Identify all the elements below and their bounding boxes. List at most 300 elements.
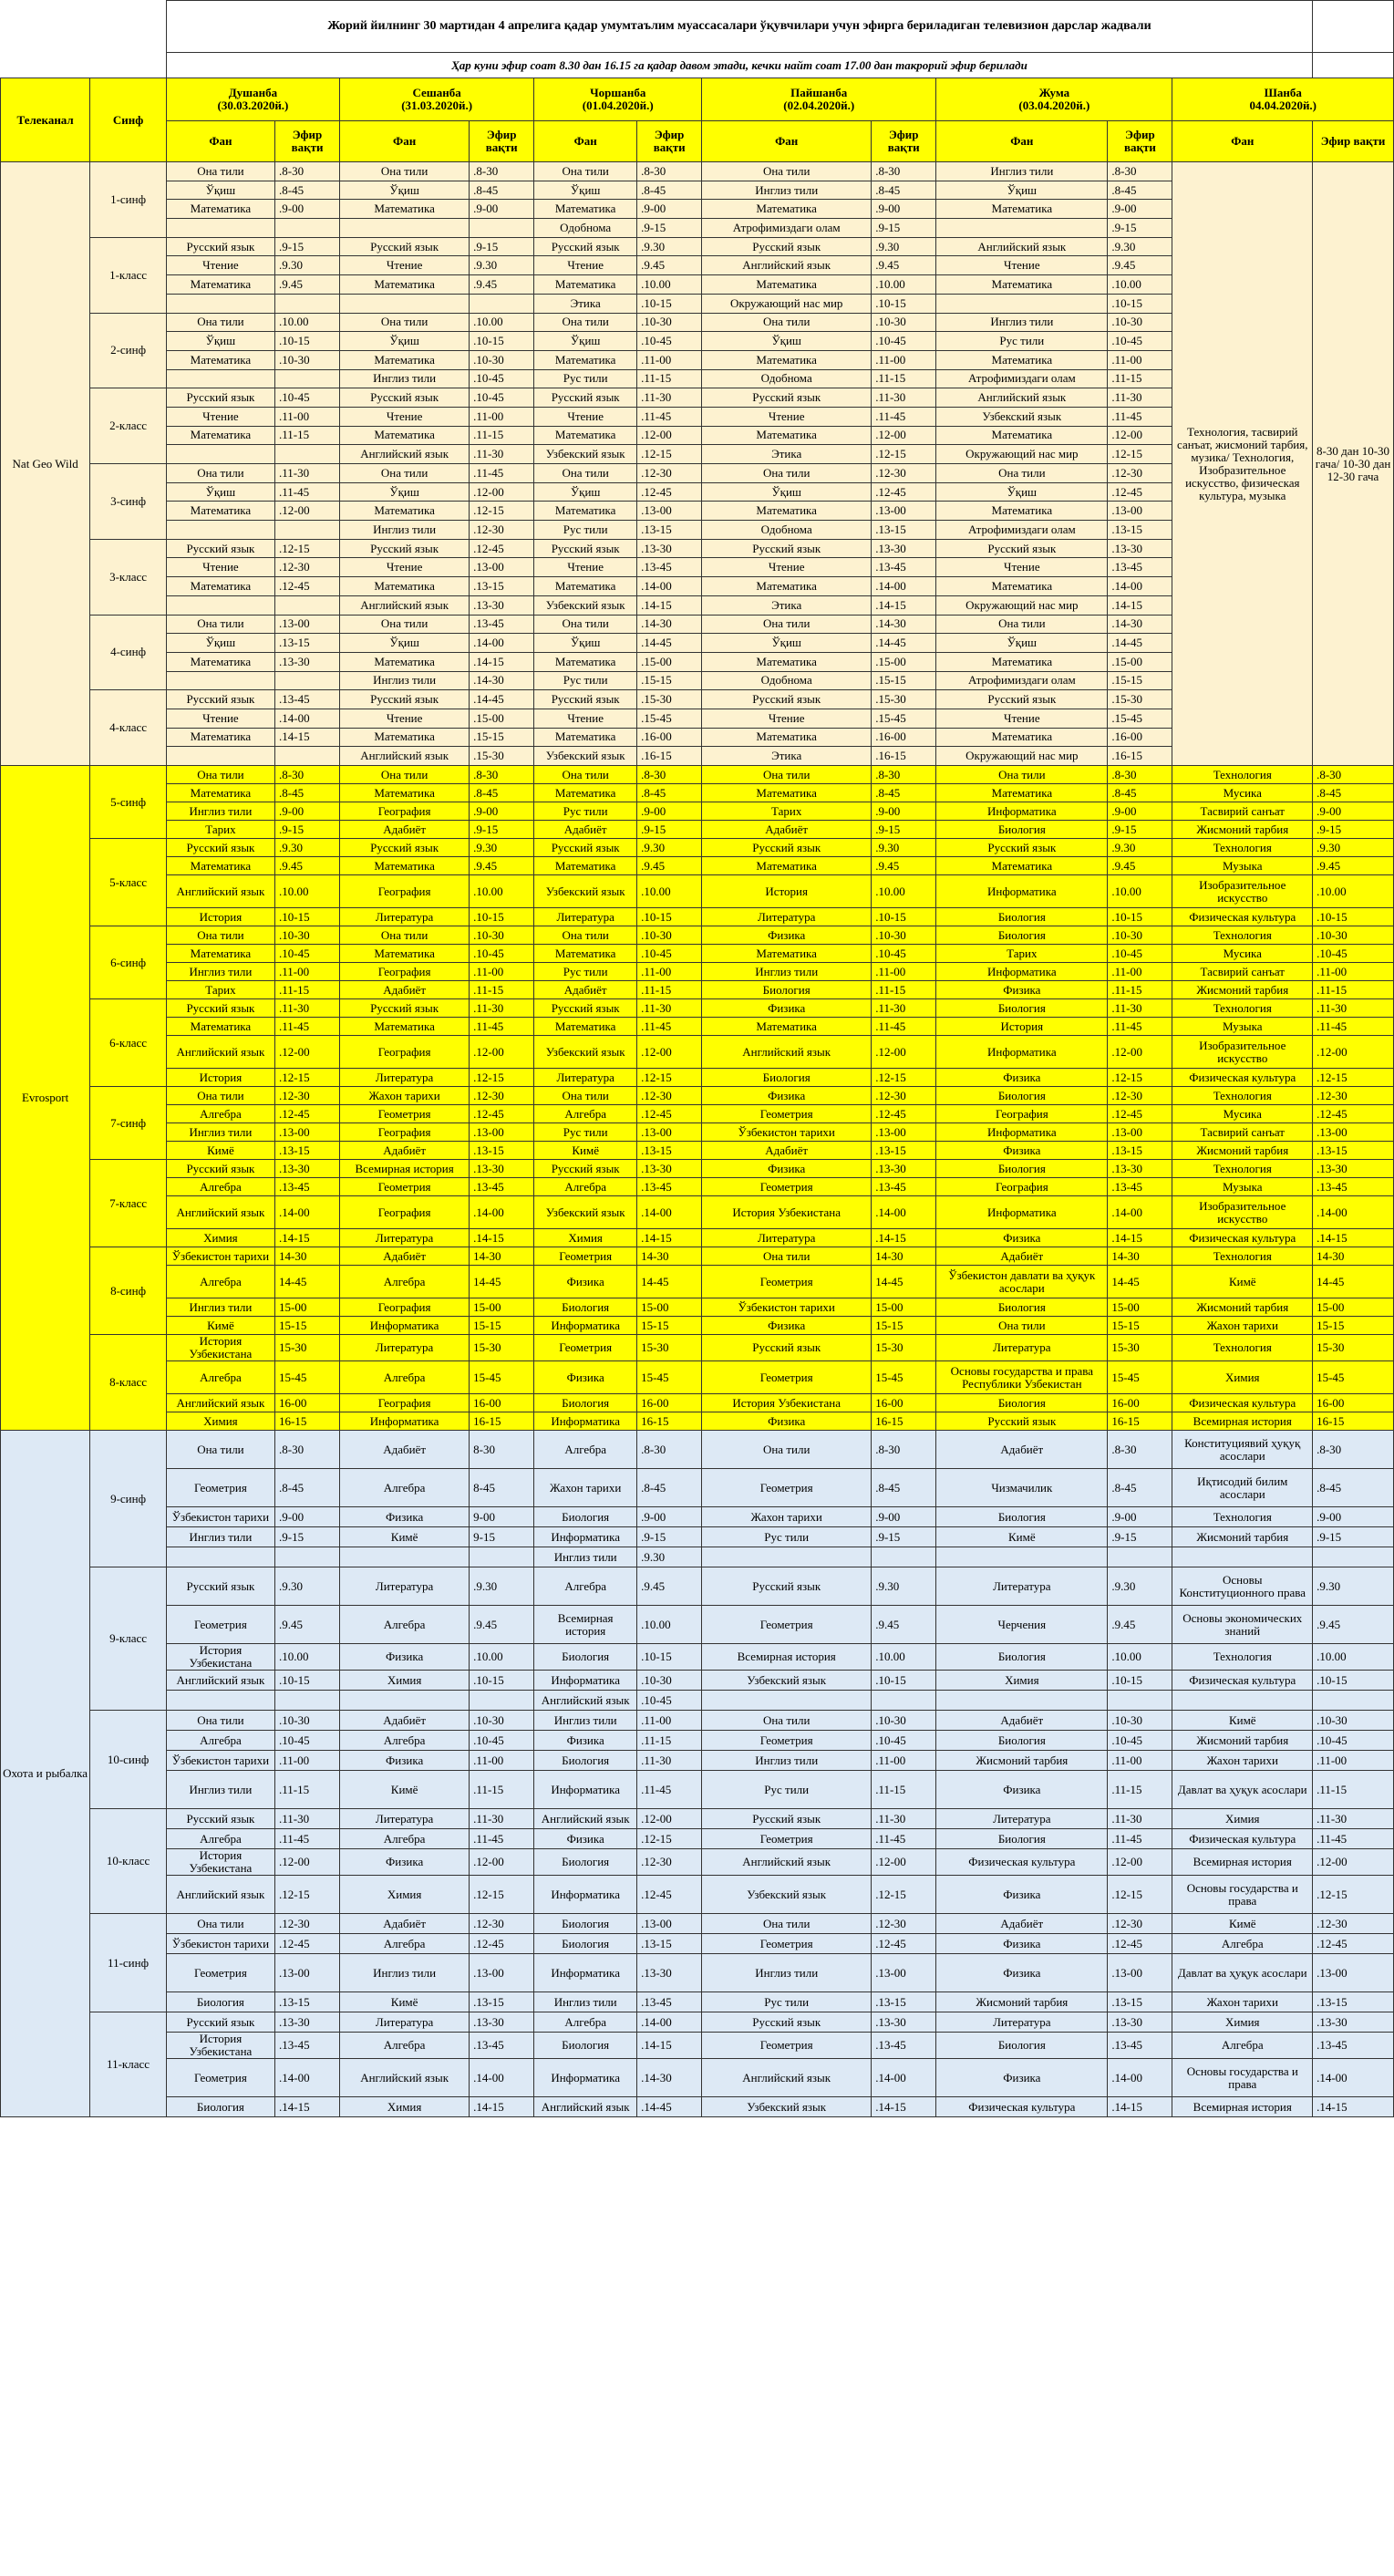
subject-cell: Информатика (936, 875, 1108, 908)
time-cell: .8-30 (872, 1431, 936, 1469)
time-cell: .13-15 (274, 634, 339, 653)
time-cell: .9.30 (274, 839, 339, 857)
subject-cell: Математика (534, 857, 637, 875)
time-cell: .12-30 (274, 558, 339, 577)
time-cell: .10-15 (1313, 1671, 1394, 1691)
subject-cell: Английский язык (340, 747, 470, 766)
time-cell: .15-30 (637, 690, 702, 709)
subject-cell (702, 1547, 872, 1567)
subject-cell: Инглиз тили (340, 369, 470, 388)
subject-cell: Русский язык (936, 539, 1108, 558)
time-cell: .14-00 (274, 709, 339, 728)
time-cell: .13-45 (637, 1992, 702, 2012)
grade-cell: 1-класс (90, 237, 167, 313)
subject-cell: Основы экономических знаний (1172, 1606, 1313, 1644)
subject-cell: Инглиз тили (340, 671, 470, 690)
time-cell: 14-30 (637, 1247, 702, 1266)
time-cell: .14-15 (470, 652, 534, 671)
time-cell: .9-15 (274, 821, 339, 839)
time-cell: .10.00 (637, 875, 702, 908)
subject-cell: Математика (936, 275, 1108, 295)
subject-cell: Литература (936, 1335, 1108, 1361)
grade-cell: 1-синф (90, 162, 167, 238)
time-cell: .10.00 (274, 1644, 339, 1671)
table-row (1, 2059, 1394, 2097)
time-cell: .9.45 (637, 256, 702, 275)
subject-cell: Математика (340, 857, 470, 875)
subject-cell: Английский язык (534, 1809, 637, 1829)
subject-cell: Узбекский язык (534, 747, 637, 766)
table-row (1, 1123, 1394, 1142)
subject-cell: Адабиёт (702, 821, 872, 839)
time-cell: .13-15 (872, 521, 936, 540)
table-row (1, 766, 1394, 784)
saturday-time-cell: 8-30 дан 10-30 гача/ 10-30 дан 12-30 гача (1313, 162, 1394, 766)
subject-cell: География (340, 1196, 470, 1229)
subject-cell: Русский язык (702, 388, 872, 408)
table-row (1, 1105, 1394, 1123)
subject-cell: Математика (936, 350, 1108, 369)
time-cell: .9-15 (274, 1527, 339, 1547)
subject-cell: Жисмоний тарбия (1172, 821, 1313, 839)
time-cell: .11-45 (637, 407, 702, 426)
grade-cell: 10-класс (90, 1809, 167, 1914)
day-header (1172, 78, 1394, 121)
time-cell: .9.45 (274, 275, 339, 295)
time-cell (274, 369, 339, 388)
subject-cell: Литература (340, 1809, 470, 1829)
subject-cell: Она тили (936, 464, 1108, 483)
time-cell: .11-45 (637, 1771, 702, 1809)
grade-cell: 11-класс (90, 2012, 167, 2117)
time-cell: .15-45 (872, 709, 936, 728)
time-cell: 14-30 (1108, 1247, 1172, 1266)
subject-cell: Информатика (340, 1412, 470, 1431)
time-cell: .13-45 (1108, 558, 1172, 577)
subject-cell: Химия (340, 1876, 470, 1914)
subject-cell: Она тили (534, 766, 637, 784)
time-cell (274, 671, 339, 690)
time-cell: .10-30 (1313, 1711, 1394, 1731)
time-cell: .14-00 (1108, 2059, 1172, 2097)
time-cell: .13-00 (637, 1914, 702, 1934)
subject-cell: Биология (534, 2033, 637, 2059)
time-cell: .10-15 (637, 1644, 702, 1671)
subject-cell: Инглиз тили (702, 181, 872, 200)
subject-cell: Математика (936, 577, 1108, 596)
time-cell: .10-45 (1108, 945, 1172, 963)
time-cell: .15-30 (872, 690, 936, 709)
time-cell: .11-00 (872, 1751, 936, 1771)
time-cell: .10-15 (470, 908, 534, 926)
subject-cell: Одобнома (702, 671, 872, 690)
subject-cell: Математика (936, 200, 1108, 219)
time-cell: .12-00 (637, 1036, 702, 1069)
subject-cell: Русский язык (166, 237, 274, 256)
time-cell: .12-00 (1108, 1849, 1172, 1876)
time-cell: 16-00 (872, 1394, 936, 1412)
time-cell: .11-45 (274, 1018, 339, 1036)
time-cell: .12-30 (1108, 1087, 1172, 1105)
time-cell: .9-00 (1108, 1507, 1172, 1527)
time-cell: .11-00 (1108, 963, 1172, 981)
time-cell: .13-00 (872, 1954, 936, 1992)
day-date: 04.04.2020й.) (1249, 98, 1317, 112)
subject-cell: Математика (340, 652, 470, 671)
day-name: Душанба (228, 86, 278, 99)
airtime-header: Эфир вақти (1108, 121, 1172, 162)
subject-cell: Рус тили (702, 1771, 872, 1809)
subject-cell: Физика (936, 981, 1108, 999)
subject-cell: Геометрия (702, 1361, 872, 1394)
subject-cell (340, 1547, 470, 1567)
subject-cell: Ўқиш (166, 634, 274, 653)
time-cell: .14-00 (1313, 1196, 1394, 1229)
subject-cell: Узбекский язык (534, 875, 637, 908)
subject-cell: Математика (166, 350, 274, 369)
subject-cell: Адабиёт (534, 981, 637, 999)
time-cell: .13-45 (274, 1178, 339, 1196)
time-cell: .13-15 (637, 1934, 702, 1954)
time-cell: .13-15 (274, 1142, 339, 1160)
time-cell: 16-15 (1108, 1412, 1172, 1431)
subject-cell: Она тили (166, 162, 274, 181)
subject-cell: Кимё (1172, 1914, 1313, 1934)
time-cell: .12-30 (637, 1849, 702, 1876)
time-cell: .15-15 (872, 671, 936, 690)
subject-cell: Она тили (166, 926, 274, 945)
subject-cell: Чтение (534, 558, 637, 577)
time-cell: .12-30 (1313, 1914, 1394, 1934)
time-cell: .12-30 (872, 464, 936, 483)
subject-cell: Она тили (702, 1247, 872, 1266)
airtime-header: Эфир вақти (274, 121, 339, 162)
time-cell: .14-45 (470, 690, 534, 709)
subject-cell: Мусика (1172, 1105, 1313, 1123)
subject-cell: История Узбекистана (166, 1335, 274, 1361)
time-cell: .9-15 (1313, 821, 1394, 839)
subject-cell: География (340, 802, 470, 821)
time-cell: .15-15 (470, 728, 534, 747)
subject-cell: История Узбекистана (702, 1394, 872, 1412)
time-cell: .10-15 (1108, 1671, 1172, 1691)
grade-cell: 9-синф (90, 1431, 167, 1567)
subject-cell (166, 219, 274, 238)
subject-cell (166, 369, 274, 388)
day-name: Пайшанба (790, 86, 848, 99)
channel-cell: Nat Geo Wild (1, 162, 90, 766)
subject-cell: Геометрия (702, 1469, 872, 1507)
subject-cell: Русский язык (702, 237, 872, 256)
grade-cell: 4-класс (90, 690, 167, 766)
time-cell: .11-30 (470, 999, 534, 1018)
time-cell: .10-15 (872, 294, 936, 313)
time-cell: .8-45 (274, 181, 339, 200)
time-cell: .13-00 (274, 1123, 339, 1142)
table-row (1, 857, 1394, 875)
time-cell: .10-45 (872, 332, 936, 351)
grade-cell: 8-класс (90, 1335, 167, 1431)
time-cell: .11-30 (872, 999, 936, 1018)
subject-cell: Биология (936, 1298, 1108, 1317)
time-cell: .11-00 (470, 963, 534, 981)
time-cell: .14-15 (470, 2097, 534, 2117)
subject-cell: Жисмоний тарбия (1172, 1731, 1313, 1751)
time-cell: .12-45 (1108, 1934, 1172, 1954)
time-cell: .12-00 (274, 1036, 339, 1069)
subject-cell: Биология (936, 821, 1108, 839)
subject-cell: Чизмачилик (936, 1469, 1108, 1507)
subject-cell: Кимё (1172, 1266, 1313, 1298)
page-title: Жорий йилнинг 30 мартидан 4 апрелига қадар умумтаълим муассасалари ўқувчилари учун эфирга бериладиган телевизион дарслар жадвали (166, 1, 1312, 53)
subject-cell: Русский язык (702, 539, 872, 558)
time-cell: .11-15 (1313, 1771, 1394, 1809)
time-cell: .13-30 (872, 1160, 936, 1178)
subject-cell (166, 1691, 274, 1711)
subject-cell: Она тили (340, 615, 470, 634)
subject-cell: Информатика (534, 1317, 637, 1335)
time-cell: .10.00 (1313, 875, 1394, 908)
time-cell: .9-00 (274, 200, 339, 219)
time-cell: .10-30 (274, 926, 339, 945)
subject-cell: Биология (936, 1160, 1108, 1178)
grade-cell: 3-синф (90, 464, 167, 540)
time-cell: .14-00 (470, 2059, 534, 2097)
time-cell: .14-15 (872, 1229, 936, 1247)
subject-cell: Алгебра (340, 1731, 470, 1751)
subject-cell: Рус тили (534, 963, 637, 981)
subject-cell: Ўқиш (702, 634, 872, 653)
time-cell: .12-45 (470, 1105, 534, 1123)
subject-cell: Ўзбекистон тарихи (166, 1751, 274, 1771)
time-cell: .9.45 (872, 857, 936, 875)
time-cell: .9.30 (470, 1567, 534, 1606)
channel-cell: Охота и рыбалка (1, 1431, 90, 2117)
subject-cell: Всемирная история (534, 1606, 637, 1644)
time-cell: .13-15 (1108, 1142, 1172, 1160)
table-row (1, 1431, 1394, 1469)
time-cell: .14-30 (637, 2059, 702, 2097)
table-row (1, 1954, 1394, 1992)
time-cell: .11-30 (1108, 388, 1172, 408)
subject-cell: Биология (534, 1507, 637, 1527)
time-cell: 9-00 (470, 1507, 534, 1527)
grade-cell: 2-класс (90, 388, 167, 464)
subject-cell: Инглиз тили (534, 1711, 637, 1731)
subject-cell: Алгебра (166, 1361, 274, 1394)
time-cell: .9.45 (637, 857, 702, 875)
day-header (936, 78, 1172, 121)
time-cell: .14-15 (1108, 2097, 1172, 2117)
time-cell: 15-00 (637, 1298, 702, 1317)
subject-cell: Она тили (702, 1711, 872, 1731)
subject-cell: Жахон тарихи (1172, 1317, 1313, 1335)
time-cell: .12-15 (1108, 1876, 1172, 1914)
subject-cell: Геометрия (702, 1731, 872, 1751)
day-name: Сешанба (412, 86, 461, 99)
subject-cell: Химия (936, 1671, 1108, 1691)
time-cell (274, 521, 339, 540)
time-cell: .13-00 (637, 1123, 702, 1142)
time-cell: .9-00 (470, 802, 534, 821)
subject-cell: Чтение (702, 407, 872, 426)
time-cell: .13-45 (872, 558, 936, 577)
subject-cell: Одобнома (534, 219, 637, 238)
time-cell: .11-00 (1313, 963, 1394, 981)
time-cell: .13-30 (872, 2012, 936, 2033)
subject-cell: Математика (702, 784, 872, 802)
time-cell: .10.00 (470, 1644, 534, 1671)
subject-cell: Английский язык (340, 2059, 470, 2097)
subject-cell: Технология (1172, 1087, 1313, 1105)
subject-cell: Английский язык (166, 1036, 274, 1069)
time-cell: 16-15 (872, 1412, 936, 1431)
subject-header: Фан (166, 121, 274, 162)
time-cell: .12-30 (470, 521, 534, 540)
time-cell: .12-30 (1108, 464, 1172, 483)
time-cell: .14-15 (637, 2033, 702, 2059)
time-cell: .9.45 (872, 1606, 936, 1644)
time-cell: .11-00 (637, 963, 702, 981)
subject-cell: Технология (1172, 999, 1313, 1018)
subject-cell: Физика (936, 1954, 1108, 1992)
day-date: (02.04.2020й.) (783, 98, 855, 112)
subject-cell: Чтение (166, 709, 274, 728)
time-cell: .15-15 (637, 671, 702, 690)
time-cell: .12-30 (872, 1914, 936, 1934)
subject-cell: Инглиз тили (166, 1123, 274, 1142)
airtime-header: Эфир вақти (872, 121, 936, 162)
time-cell: .9-00 (1108, 200, 1172, 219)
subject-cell: Физика (936, 1229, 1108, 1247)
time-cell: .9-00 (470, 200, 534, 219)
subject-cell: Технология (1172, 1335, 1313, 1361)
subject-cell (340, 219, 470, 238)
grade-cell: 5-класс (90, 839, 167, 926)
time-cell: .8-30 (274, 766, 339, 784)
table-row (1, 1036, 1394, 1069)
subject-cell: Английский язык (702, 2059, 872, 2097)
subject-cell: Рус тили (534, 1123, 637, 1142)
time-cell: .10.00 (872, 1644, 936, 1671)
subject-cell: Физика (534, 1829, 637, 1849)
subject-cell (166, 671, 274, 690)
subject-cell: Информатика (936, 1123, 1108, 1142)
time-cell: .12-45 (1108, 1105, 1172, 1123)
table-row (1, 1361, 1394, 1394)
subject-cell: Алгебра (534, 1178, 637, 1196)
subject-cell: Рус тили (702, 1992, 872, 2012)
subject-cell: Она тили (702, 1914, 872, 1934)
subject-header: Фан (534, 121, 637, 162)
subject-cell: История Узбекистана (166, 2033, 274, 2059)
subject-cell: Ўқиш (702, 482, 872, 502)
time-cell: .12-30 (637, 1087, 702, 1105)
subject-cell: Литература (702, 908, 872, 926)
time-cell: .12-15 (274, 539, 339, 558)
time-cell: .12-15 (1313, 1876, 1394, 1914)
time-cell: .11-00 (274, 1751, 339, 1771)
subject-cell: Узбекский язык (702, 1876, 872, 1914)
time-cell: .11-30 (1313, 1809, 1394, 1829)
time-cell: .14-00 (274, 2059, 339, 2097)
subject-cell: Информатика (340, 1317, 470, 1335)
subject-cell: Физика (340, 1751, 470, 1771)
subject-cell: Всемирная история (340, 1160, 470, 1178)
time-cell: .12-15 (1108, 445, 1172, 464)
subject-cell: Она тили (166, 464, 274, 483)
time-cell: .12-00 (470, 1036, 534, 1069)
table-row (1, 1934, 1394, 1954)
subject-cell: Физика (534, 1731, 637, 1751)
table-row (1, 1394, 1394, 1412)
subject-cell: Математика (702, 1018, 872, 1036)
time-cell: .11-15 (872, 981, 936, 999)
subject-cell: Жахон тарихи (702, 1507, 872, 1527)
subject-cell (936, 1547, 1108, 1567)
subject-cell: Математика (166, 275, 274, 295)
subject-cell: Инглиз тили (702, 963, 872, 981)
subject-cell: Она тили (340, 766, 470, 784)
subject-header: Фан (936, 121, 1108, 162)
subject-cell: Математика (534, 784, 637, 802)
time-cell: .9.45 (637, 1567, 702, 1606)
subject-cell: Музыка (1172, 857, 1313, 875)
subject-cell: Литература (534, 908, 637, 926)
subject-cell: Физическая культура (936, 1849, 1108, 1876)
subject-cell: Она тили (166, 1431, 274, 1469)
subject-cell: Алгебра (1172, 1934, 1313, 1954)
time-cell: .13-45 (1313, 2033, 1394, 2059)
subject-cell: Английский язык (166, 1394, 274, 1412)
subject-cell: Физическая культура (936, 2097, 1108, 2117)
subject-cell: Геометрия (166, 1469, 274, 1507)
time-cell: .10-45 (1108, 1731, 1172, 1751)
subject-cell: Биология (534, 1934, 637, 1954)
subject-cell: Музыка (1172, 1178, 1313, 1196)
table-row (1, 802, 1394, 821)
time-cell: .10-15 (470, 332, 534, 351)
time-cell: .14-45 (637, 634, 702, 653)
time-cell: .12-30 (470, 1914, 534, 1934)
time-cell: .12-15 (274, 1069, 339, 1087)
time-cell: .13-00 (274, 615, 339, 634)
time-cell: .14-00 (637, 2012, 702, 2033)
subject-cell: Адабиёт (936, 1431, 1108, 1469)
time-cell: .13-15 (637, 1142, 702, 1160)
subject-cell: Физика (702, 926, 872, 945)
subject-cell: Инглиз тили (166, 802, 274, 821)
subject-cell: Английский язык (166, 875, 274, 908)
saturday-subject-cell: Технология, тасвирий санъат, жисмоний тарбия, музика/ Технология, Изобразительное искусство, физическая культура, музыка (1172, 162, 1313, 766)
time-cell: .13-45 (470, 615, 534, 634)
time-cell: 15-30 (637, 1335, 702, 1361)
subject-cell: Русский язык (702, 839, 872, 857)
time-cell: .13-30 (1313, 1160, 1394, 1178)
subject-cell: Литература (702, 1229, 872, 1247)
time-cell: .14-00 (1108, 577, 1172, 596)
time-cell: .10.00 (637, 275, 702, 295)
subject-cell: Чтение (534, 407, 637, 426)
time-cell: .14-30 (1108, 615, 1172, 634)
time-cell: .13-30 (637, 1954, 702, 1992)
subject-cell: Физическая культура (1172, 1394, 1313, 1412)
subject-cell: Узбекский язык (534, 1036, 637, 1069)
subject-cell: Физика (936, 1876, 1108, 1914)
subject-cell: Кимё (936, 1527, 1108, 1547)
subject-cell: Информатика (534, 1954, 637, 1992)
subject-cell: Этика (702, 747, 872, 766)
